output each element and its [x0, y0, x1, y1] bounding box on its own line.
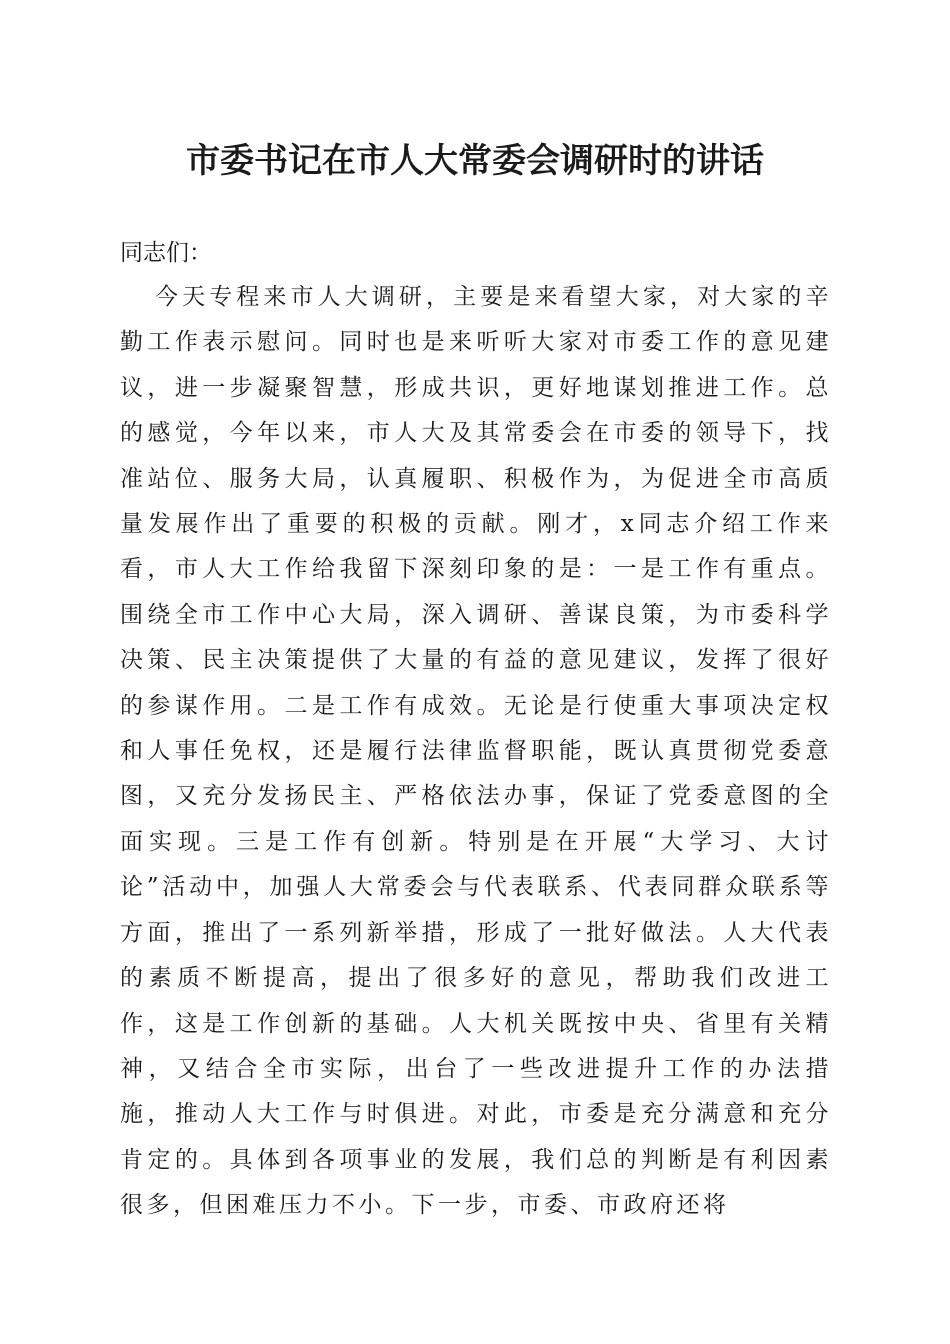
document-title: 市委书记在市人大常委会调研时的讲话 [186, 141, 764, 181]
salutation: 同志们： [120, 240, 212, 266]
body-paragraph: 今天专程来市人大调研，主要是来看望大家，对大家的辛勤工作表示慰问。同时也是来听听大家对市委工作的意见建议，进一步凝聚智慧，形成共识，更好地谋划推进工作。总的感觉，今年以来，市人大及其常委会在市委的领导下，找准站位、服务大局，认真履职、积极作为，为促进全市高质量发展作出了重要的积极的贡献。刚才，x同志介绍工作来看，市人大工作给我留下深刻印象的是：一是工作有重点。围绕全市工作中心大局，深入调研、善谋良策，为市委科学决策、民主决策提供了大量的有益的意见建议，发挥了很好的参谋作用。二是工作有成效。无论是行使重大事项决定权和人事任免权，还是履行法律监督职能，既认真贯彻党委意图，又充分发扬民主、严格依法办事，保证了党委意图的全面实现。三是工作有创新。特别是在开展“大学习、大讨论”活动中，加强人大常委会与代表联系、代表同群众联系等方面，推出了一系列新举措，形成了一批好做法。人大代表的素质不断提高，提出了很多好的意见，帮助我们改进工作，这是工作创新的基础。人大机关既按中央、省里有关精神，又结合全市实际，出台了一些改进提升工作的办法措施，推动人大工作与时俱进。对此，市委是充分满意和充分肯定的。具体到各项事业的发展，我们总的判断是有利因素很多，但困难压力不小。下一步，市委、市政府还将 [120, 284, 832, 1219]
